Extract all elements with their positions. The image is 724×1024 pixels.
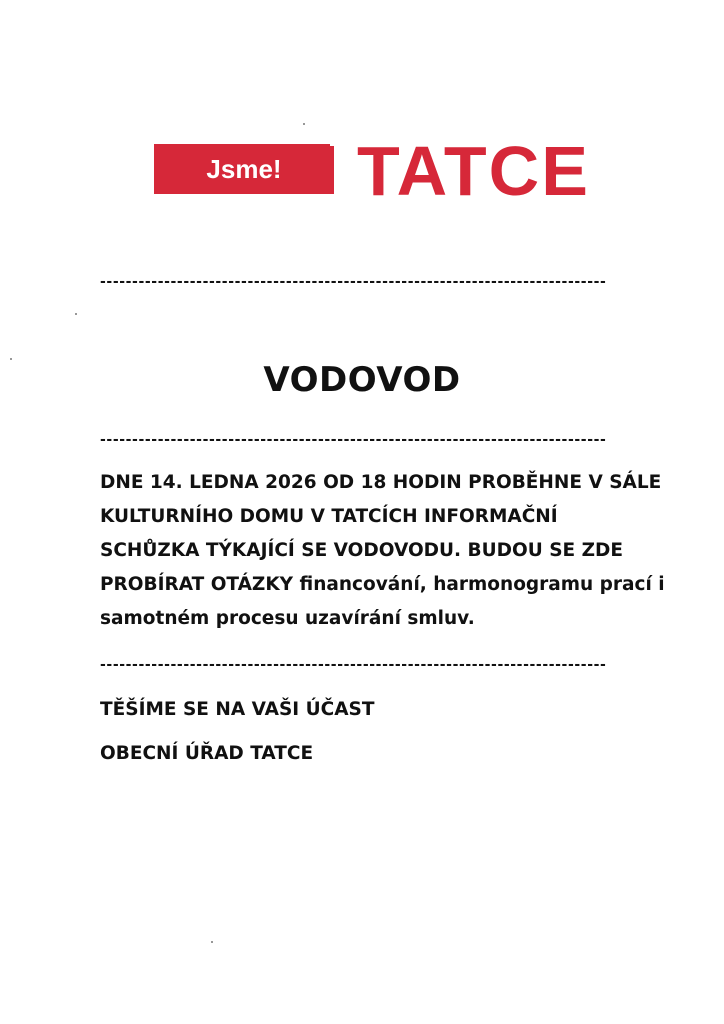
divider-bottom: ------------------------------------------------------------------------------- — [100, 657, 607, 673]
page-title: VODOVOD — [263, 360, 461, 400]
scan-speck — [303, 123, 305, 125]
logo-wordmark: TATCE — [357, 132, 590, 210]
logo — [154, 132, 604, 210]
announcement-line: KULTURNÍHO DOMU V TATCÍCH INFORMAČNÍ — [100, 506, 558, 527]
announcement-line: SCHŮZKA TÝKAJÍCÍ SE VODOVODU. BUDOU SE ZDE — [100, 540, 624, 561]
scan-speck — [211, 941, 213, 943]
announcement-line: samotném procesu uzavírání smluv. — [100, 608, 475, 629]
closing-signature: OBECNÍ ÚŘAD TATCE — [100, 743, 314, 764]
logo-badge-text: Jsme! — [206, 154, 282, 184]
closing-greeting: TĚŠÍME SE NA VAŠI ÚČAST — [100, 699, 375, 720]
logo-badge — [154, 144, 334, 194]
divider-middle: ------------------------------------------------------------------------------- — [100, 432, 607, 448]
announcement-line: DNE 14. LEDNA 2026 OD 18 HODIN PROBĚHNE V SÁLE — [100, 472, 662, 493]
scan-speck — [75, 313, 77, 315]
scan-speck — [10, 358, 12, 360]
divider-top: ------------------------------------------------------------------------------- — [100, 274, 607, 290]
announcement-text — [100, 466, 665, 636]
logo-notch — [330, 140, 338, 146]
announcement-line: PROBÍRAT OTÁZKY financování, harmonogramu prací i — [100, 574, 665, 595]
